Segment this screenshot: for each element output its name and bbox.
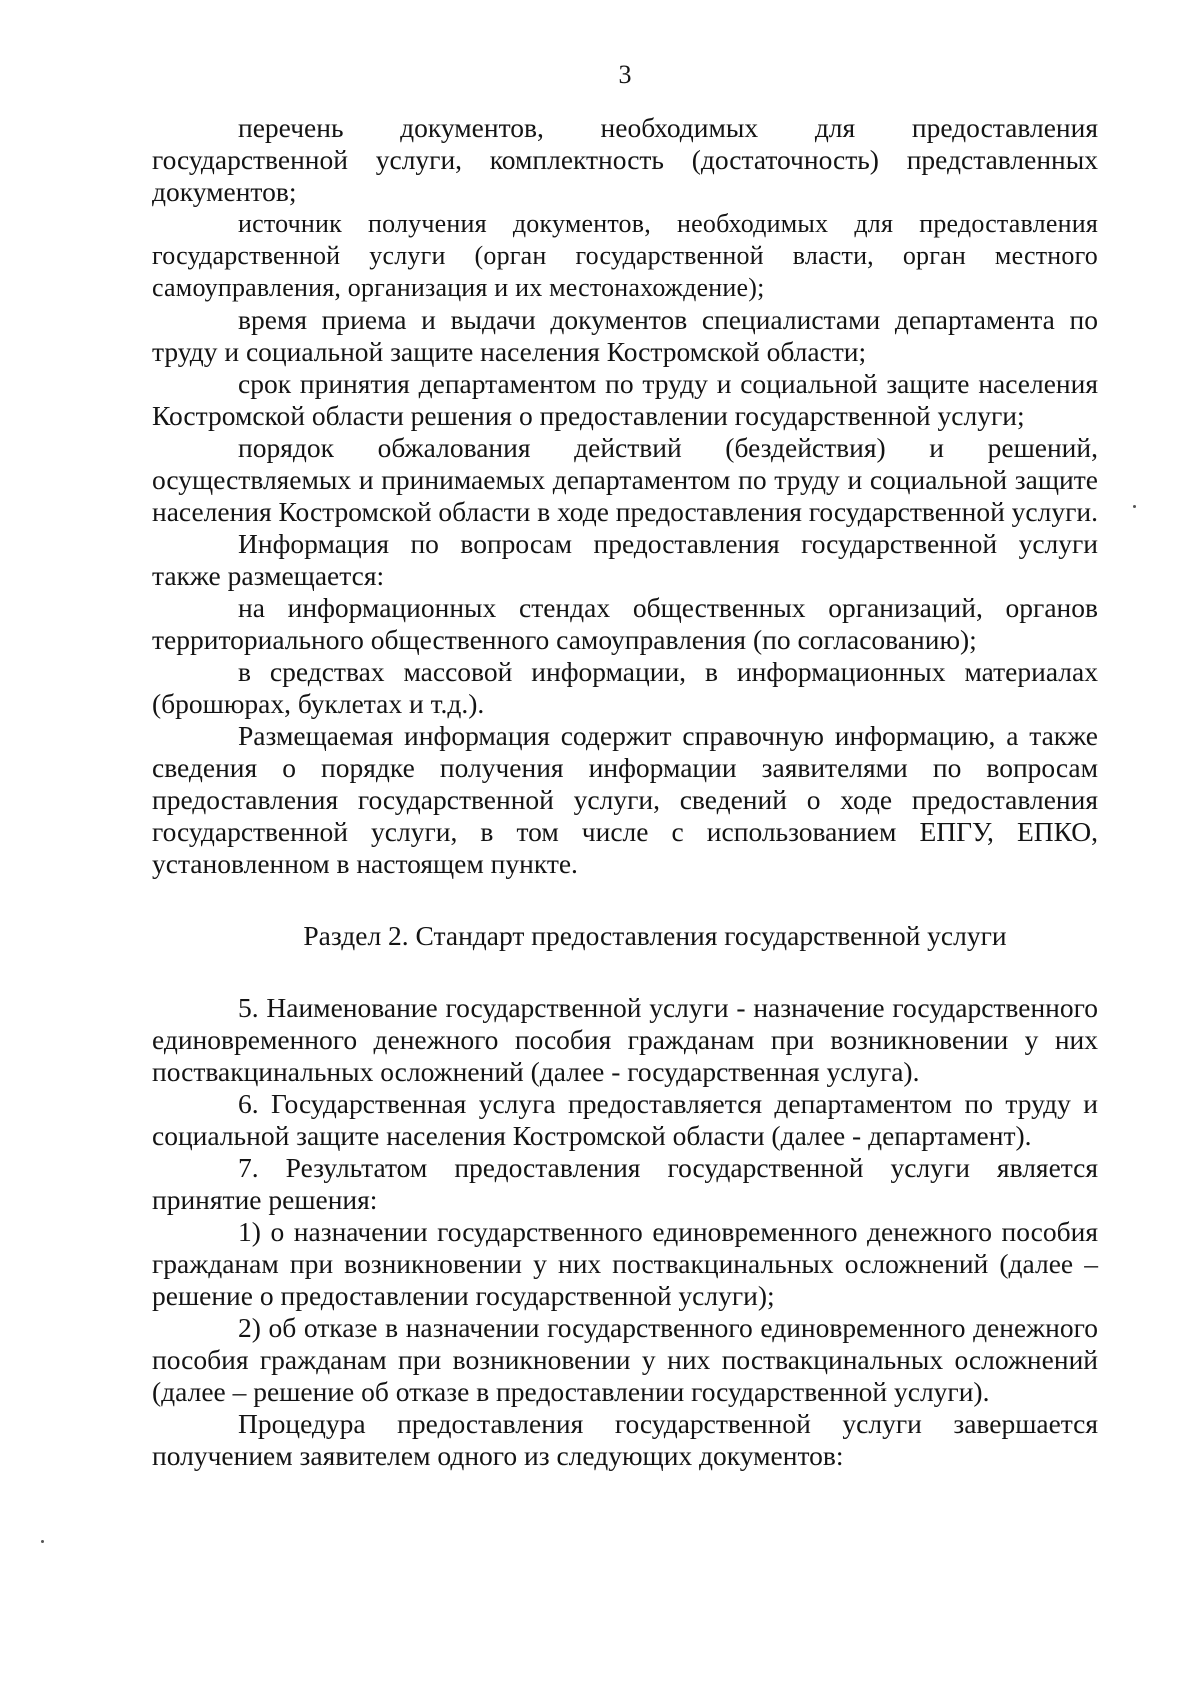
paragraph-info-placement: Информация по вопросам предоставления государственной услуги также размещается:	[152, 528, 1098, 591]
paragraph-mass-media: в средствах массовой информации, в информационных материалах (брошюрах, буклетах и т.д.).	[152, 656, 1098, 719]
spacer	[152, 880, 1098, 920]
paragraph-reception-time: время приема и выдачи документов специалистами департамента по труду и социальной защите населения Костромской области;	[152, 304, 1098, 367]
paragraph-info-stands: на информационных стендах общественных организаций, органов территориального общественного самоуправления (по согласованию);	[152, 592, 1098, 655]
paragraph-decision-term: срок принятия департаментом по труду и социальной защите населения Костромской области решения о предоставлении государственной услуги;	[152, 368, 1098, 431]
scan-speck	[1133, 505, 1136, 508]
section-heading: Раздел 2. Стандарт предоставления государственной услуги	[303, 920, 1007, 951]
paragraph-published-info: Размещаемая информация содержит справочную информацию, а также сведения о порядке получения информации заявителями по вопросам предоставления государственной услуги, сведений о ходе предоставления государственной услуги, в том числе с использованием ЕПГУ, ЕПКО, установленном в настоящем пункте.	[152, 720, 1098, 879]
paragraph-item-7: 7. Результатом предоставления государственной услуги является принятие решения:	[152, 1152, 1098, 1215]
paragraph-item-6: 6. Государственная услуга предоставляется департаментом по труду и социальной защите населения Костромской области (далее - департамент).	[152, 1088, 1098, 1151]
paragraph-procedure-completion: Процедура предоставления государственной услуги завершается получением заявителем одного из следующих документов:	[152, 1408, 1098, 1471]
paragraph-document-list: перечень документов, необходимых для предоставления государственной услуги, комплектность (достаточность) представленных документов;	[152, 112, 1098, 207]
page-number: 3	[618, 60, 632, 89]
paragraph-appeal-procedure: порядок обжалования действий (бездействия) и решений, осуществляемых и принимаемых департаментом по труду и социальной защите населения Костромской области в ходе предоставления государственной услуги.	[152, 432, 1098, 527]
paragraph-document-source: источник получения документов, необходимых для предоставления государственной услуги (орган государственной власти, орган местного самоуправления, организация и их местонахождение);	[152, 209, 1098, 302]
paragraph-item-7-1: 1) о назначении государственного единовременного денежного пособия гражданам при возникновении у них поствакцинальных осложнений (далее – решение о предоставлении государственной услуги);	[152, 1216, 1098, 1311]
scan-speck	[41, 1540, 44, 1543]
document-body	[152, 112, 1098, 1472]
paragraph-item-7-2: 2) об отказе в назначении государственного единовременного денежного пособия гражданам при возникновении у них поствакцинальных осложнений (далее – решение об отказе в предоставлении государственной услуги).	[152, 1312, 1098, 1407]
paragraph-item-5: 5. Наименование государственной услуги - назначение государственного единовременного денежного пособия гражданам при возникновении у них поствакцинальных осложнений (далее - государственная услуга).	[152, 992, 1098, 1087]
spacer	[152, 952, 1098, 992]
